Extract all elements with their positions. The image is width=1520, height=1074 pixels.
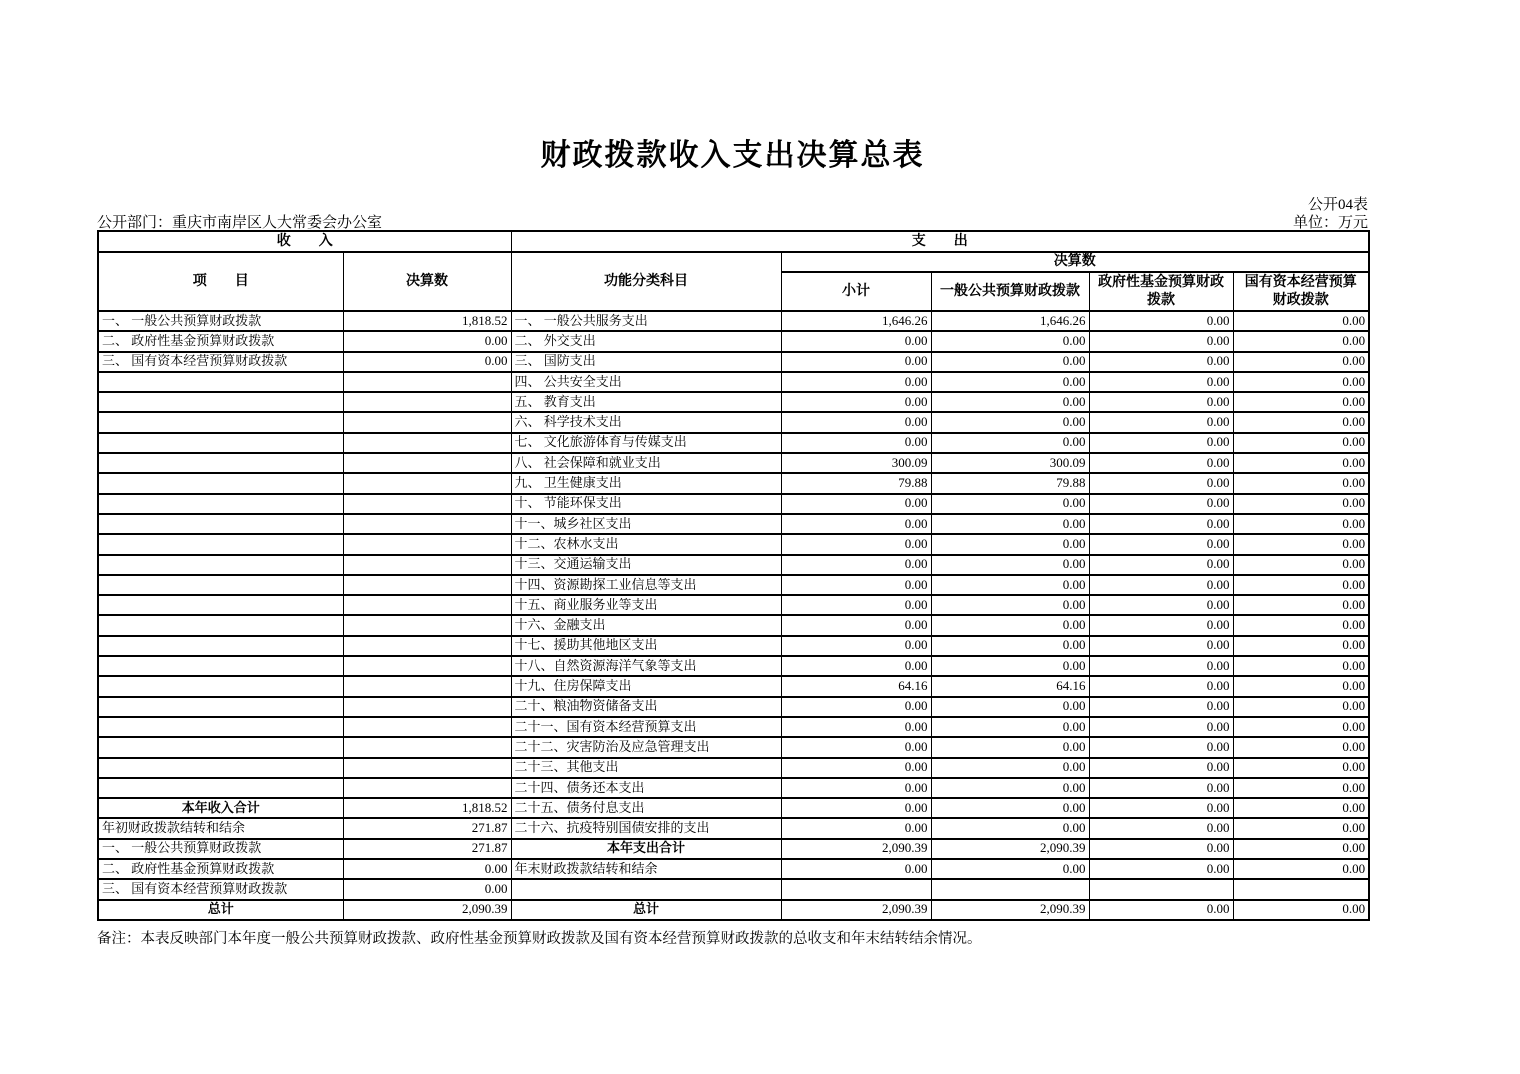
gov-fund-cell: 0.00 [1089, 818, 1233, 838]
state-capital-cell: 0.00 [1233, 311, 1369, 331]
state-capital-cell: 0.00 [1233, 392, 1369, 412]
expenditure-item-cell: 十四、资源勘探工业信息等支出 [511, 575, 781, 595]
subtotal-cell: 0.00 [781, 798, 931, 818]
summary-table [97, 230, 1370, 921]
income-item-cell [98, 778, 343, 798]
expenditure-item-cell: 本年支出合计 [511, 839, 781, 859]
income-item-cell [98, 555, 343, 575]
table-code: 公开04表 [1307, 197, 1368, 213]
table-row [98, 534, 1369, 554]
general-budget-cell: 0.00 [931, 514, 1089, 534]
general-budget-cell: 0.00 [931, 818, 1089, 838]
subtotal-cell: 0.00 [781, 818, 931, 838]
income-value-cell [343, 697, 511, 717]
income-item-cell: 一、 一般公共预算财政拨款 [98, 839, 343, 859]
subtotal-cell: 0.00 [781, 412, 931, 432]
state-capital-cell: 0.00 [1233, 900, 1369, 920]
general-budget-cell: 0.00 [931, 595, 1089, 615]
gov-fund-cell: 0.00 [1089, 352, 1233, 372]
table-row [98, 494, 1369, 514]
table-row [98, 615, 1369, 635]
income-item-cell [98, 433, 343, 453]
expenditure-item-cell: 年末财政拨款结转和结余 [511, 859, 781, 879]
subtotal-cell: 0.00 [781, 717, 931, 737]
general-budget-cell: 0.00 [931, 737, 1089, 757]
general-budget-cell: 1,646.26 [931, 311, 1089, 331]
income-item-cell [98, 453, 343, 473]
income-item-cell: 三、 国有资本经营预算财政拨款 [98, 879, 343, 899]
gov-fund-cell: 0.00 [1089, 615, 1233, 635]
income-value-cell [343, 534, 511, 554]
subtotal-cell: 0.00 [781, 494, 931, 514]
income-item-cell: 三、 国有资本经营预算财政拨款 [98, 352, 343, 372]
expenditure-item-cell: 十九、住房保障支出 [511, 676, 781, 696]
income-value-cell: 271.87 [343, 818, 511, 838]
table-row [98, 433, 1369, 453]
department-label: 公开部门：重庆市南岸区人大常委会办公室 [97, 215, 383, 231]
income-item-cell [98, 758, 343, 778]
income-value-cell: 1,818.52 [343, 311, 511, 331]
subtotal-cell: 0.00 [781, 615, 931, 635]
general-budget-cell: 0.00 [931, 555, 1089, 575]
gov-fund-cell: 0.00 [1089, 737, 1233, 757]
state-capital-cell: 0.00 [1233, 433, 1369, 453]
general-budget-cell: 0.00 [931, 636, 1089, 656]
state-capital-cell: 0.00 [1233, 372, 1369, 392]
table-row [98, 595, 1369, 615]
table-row [98, 859, 1369, 879]
subtotal-cell: 0.00 [781, 758, 931, 778]
state-capital-cell: 0.00 [1233, 514, 1369, 534]
income-item-cell: 二、 政府性基金预算财政拨款 [98, 859, 343, 879]
gov-fund-cell: 0.00 [1089, 473, 1233, 493]
income-value-cell [343, 717, 511, 737]
table-row [98, 575, 1369, 595]
table-row [98, 717, 1369, 737]
header-item: 项 目 [98, 252, 343, 311]
table-row [98, 331, 1369, 351]
general-budget-cell: 0.00 [931, 778, 1089, 798]
general-budget-cell: 0.00 [931, 331, 1089, 351]
gov-fund-cell: 0.00 [1089, 900, 1233, 920]
expenditure-item-cell: 二十一、国有资本经营预算支出 [511, 717, 781, 737]
gov-fund-cell: 0.00 [1089, 311, 1233, 331]
income-item-cell [98, 494, 343, 514]
income-item-cell [98, 392, 343, 412]
table-row [98, 758, 1369, 778]
income-item-cell [98, 412, 343, 432]
expenditure-item-cell: 十、 节能环保支出 [511, 494, 781, 514]
state-capital-cell: 0.00 [1233, 717, 1369, 737]
table-row [98, 900, 1369, 920]
state-capital-cell: 0.00 [1233, 737, 1369, 757]
expenditure-item-cell: 十一、城乡社区支出 [511, 514, 781, 534]
subtotal-cell: 0.00 [781, 433, 931, 453]
table-row [98, 372, 1369, 392]
subtotal-cell: 0.00 [781, 514, 931, 534]
header-expenditure-section: 支 出 [511, 231, 1369, 252]
income-item-cell [98, 595, 343, 615]
income-value-cell [343, 737, 511, 757]
subtotal-cell: 79.88 [781, 473, 931, 493]
income-value-cell: 0.00 [343, 352, 511, 372]
general-budget-cell: 0.00 [931, 615, 1089, 635]
subtotal-cell: 0.00 [781, 392, 931, 412]
table-row [98, 778, 1369, 798]
income-value-cell [343, 392, 511, 412]
income-item-cell: 二、 政府性基金预算财政拨款 [98, 331, 343, 351]
income-value-cell [343, 575, 511, 595]
header-general-budget: 一般公共预算财政拨款 [931, 272, 1089, 311]
state-capital-cell: 0.00 [1233, 473, 1369, 493]
subtotal-cell: 64.16 [781, 676, 931, 696]
expenditure-item-cell: 二十四、债务还本支出 [511, 778, 781, 798]
expenditure-item-cell: 总计 [511, 900, 781, 920]
subtotal-cell: 1,646.26 [781, 311, 931, 331]
gov-fund-cell: 0.00 [1089, 595, 1233, 615]
table-row [98, 453, 1369, 473]
general-budget-cell: 0.00 [931, 433, 1089, 453]
expenditure-item-cell: 十五、商业服务业等支出 [511, 595, 781, 615]
gov-fund-cell [1089, 879, 1233, 899]
income-value-cell: 2,090.39 [343, 900, 511, 920]
subtotal-cell: 0.00 [781, 656, 931, 676]
income-value-cell [343, 372, 511, 392]
income-item-cell [98, 636, 343, 656]
section-header-row [98, 231, 1369, 252]
income-value-cell [343, 514, 511, 534]
meta-line [97, 211, 1368, 232]
expenditure-item-cell [511, 879, 781, 899]
general-budget-cell: 0.00 [931, 798, 1089, 818]
state-capital-cell: 0.00 [1233, 331, 1369, 351]
income-item-cell [98, 575, 343, 595]
header-subtotal: 小计 [781, 272, 931, 311]
expenditure-item-cell: 三、 国防支出 [511, 352, 781, 372]
general-budget-cell: 0.00 [931, 859, 1089, 879]
state-capital-cell: 0.00 [1233, 798, 1369, 818]
income-item-cell: 本年收入合计 [98, 798, 343, 818]
table-row [98, 839, 1369, 859]
income-value-cell [343, 676, 511, 696]
header-gov-fund: 政府性基金预算财政拨款 [1089, 272, 1233, 311]
general-budget-cell: 0.00 [931, 575, 1089, 595]
income-value-cell: 0.00 [343, 331, 511, 351]
general-budget-cell: 0.00 [931, 534, 1089, 554]
income-item-cell [98, 737, 343, 757]
gov-fund-cell: 0.00 [1089, 778, 1233, 798]
table-row [98, 737, 1369, 757]
gov-fund-cell: 0.00 [1089, 372, 1233, 392]
table-row [98, 473, 1369, 493]
subtotal-cell: 0.00 [781, 737, 931, 757]
state-capital-cell: 0.00 [1233, 615, 1369, 635]
general-budget-cell: 300.09 [931, 453, 1089, 473]
header-func-subject: 功能分类科目 [511, 252, 781, 311]
state-capital-cell [1233, 879, 1369, 899]
table-row [98, 656, 1369, 676]
expenditure-item-cell: 二十、粮油物资储备支出 [511, 697, 781, 717]
expenditure-item-cell: 九、 卫生健康支出 [511, 473, 781, 493]
income-item-cell: 一、 一般公共预算财政拨款 [98, 311, 343, 331]
general-budget-cell: 79.88 [931, 473, 1089, 493]
general-budget-cell: 0.00 [931, 656, 1089, 676]
income-value-cell [343, 473, 511, 493]
gov-fund-cell: 0.00 [1089, 412, 1233, 432]
income-value-cell [343, 758, 511, 778]
income-value-cell [343, 615, 511, 635]
expenditure-item-cell: 十六、金融支出 [511, 615, 781, 635]
subtotal-cell: 0.00 [781, 778, 931, 798]
subtotal-cell: 0.00 [781, 595, 931, 615]
expenditure-item-cell: 六、 科学技术支出 [511, 412, 781, 432]
table-body [98, 311, 1369, 920]
subtotal-cell: 2,090.39 [781, 839, 931, 859]
state-capital-cell: 0.00 [1233, 595, 1369, 615]
state-capital-cell: 0.00 [1233, 839, 1369, 859]
income-value-cell [343, 778, 511, 798]
income-item-cell [98, 717, 343, 737]
expenditure-item-cell: 一、 一般公共服务支出 [511, 311, 781, 331]
income-value-cell [343, 433, 511, 453]
state-capital-cell: 0.00 [1233, 656, 1369, 676]
general-budget-cell: 0.00 [931, 717, 1089, 737]
income-item-cell [98, 514, 343, 534]
expenditure-item-cell: 七、 文化旅游体育与传媒支出 [511, 433, 781, 453]
table-row [98, 392, 1369, 412]
table-row [98, 412, 1369, 432]
gov-fund-cell: 0.00 [1089, 453, 1233, 473]
expenditure-item-cell: 四、 公共安全支出 [511, 372, 781, 392]
table-row [98, 676, 1369, 696]
table-row [98, 311, 1369, 331]
gov-fund-cell: 0.00 [1089, 656, 1233, 676]
gov-fund-cell: 0.00 [1089, 636, 1233, 656]
state-capital-cell: 0.00 [1233, 555, 1369, 575]
state-capital-cell: 0.00 [1233, 636, 1369, 656]
gov-fund-cell: 0.00 [1089, 433, 1233, 453]
state-capital-cell: 0.00 [1233, 352, 1369, 372]
income-item-cell [98, 473, 343, 493]
header-income-section: 收 入 [98, 231, 511, 252]
gov-fund-cell: 0.00 [1089, 331, 1233, 351]
general-budget-cell: 2,090.39 [931, 839, 1089, 859]
state-capital-cell: 0.00 [1233, 575, 1369, 595]
state-capital-cell: 0.00 [1233, 412, 1369, 432]
subtotal-cell: 0.00 [781, 555, 931, 575]
state-capital-cell: 0.00 [1233, 534, 1369, 554]
general-budget-cell: 64.16 [931, 676, 1089, 696]
page-title: 财政拨款收入支出决算总表 [540, 139, 925, 172]
table-row [98, 879, 1369, 899]
subtotal-cell: 0.00 [781, 697, 931, 717]
income-value-cell: 0.00 [343, 879, 511, 899]
expenditure-item-cell: 二十三、其他支出 [511, 758, 781, 778]
gov-fund-cell: 0.00 [1089, 839, 1233, 859]
gov-fund-cell: 0.00 [1089, 534, 1233, 554]
income-value-cell: 0.00 [343, 859, 511, 879]
subtotal-cell: 0.00 [781, 636, 931, 656]
header-exp-final: 决算数 [781, 252, 1369, 272]
expenditure-item-cell: 八、 社会保障和就业支出 [511, 453, 781, 473]
table-row [98, 555, 1369, 575]
gov-fund-cell: 0.00 [1089, 697, 1233, 717]
note-text: 备注：本表反映部门本年度一般公共预算财政拨款、政府性基金预算财政拨款及国有资本经营预算财政拨款的总收支和年末结转结余情况。 [97, 931, 982, 947]
gov-fund-cell: 0.00 [1089, 392, 1233, 412]
unit-label: 单位：万元 [1292, 215, 1368, 231]
general-budget-cell: 0.00 [931, 494, 1089, 514]
state-capital-cell: 0.00 [1233, 676, 1369, 696]
income-value-cell [343, 494, 511, 514]
expenditure-item-cell: 十八、自然资源海洋气象等支出 [511, 656, 781, 676]
income-value-cell [343, 453, 511, 473]
income-item-cell [98, 534, 343, 554]
expenditure-item-cell: 五、 教育支出 [511, 392, 781, 412]
income-item-cell [98, 697, 343, 717]
state-capital-cell: 0.00 [1233, 697, 1369, 717]
income-value-cell [343, 595, 511, 615]
gov-fund-cell: 0.00 [1089, 758, 1233, 778]
expenditure-item-cell: 十二、农林水支出 [511, 534, 781, 554]
income-value-cell: 1,818.52 [343, 798, 511, 818]
income-item-cell: 年初财政拨款结转和结余 [98, 818, 343, 838]
expenditure-item-cell: 二、 外交支出 [511, 331, 781, 351]
gov-fund-cell: 0.00 [1089, 575, 1233, 595]
gov-fund-cell: 0.00 [1089, 859, 1233, 879]
table-row [98, 514, 1369, 534]
income-item-cell [98, 656, 343, 676]
income-value-cell [343, 636, 511, 656]
expenditure-item-cell: 十三、交通运输支出 [511, 555, 781, 575]
expenditure-item-cell: 二十六、抗疫特别国债安排的支出 [511, 818, 781, 838]
state-capital-cell: 0.00 [1233, 818, 1369, 838]
general-budget-cell: 0.00 [931, 352, 1089, 372]
subtotal-cell: 2,090.39 [781, 900, 931, 920]
expenditure-item-cell: 十七、援助其他地区支出 [511, 636, 781, 656]
general-budget-cell [931, 879, 1089, 899]
income-value-cell [343, 412, 511, 432]
general-budget-cell: 0.00 [931, 372, 1089, 392]
table-row [98, 798, 1369, 818]
table-container [97, 230, 1370, 921]
gov-fund-cell: 0.00 [1089, 494, 1233, 514]
state-capital-cell: 0.00 [1233, 758, 1369, 778]
subtotal-cell: 0.00 [781, 534, 931, 554]
subtotal-cell: 0.00 [781, 575, 931, 595]
table-row [98, 636, 1369, 656]
income-value-cell [343, 656, 511, 676]
expenditure-item-cell: 二十五、债务付息支出 [511, 798, 781, 818]
subtotal-cell [781, 879, 931, 899]
subtotal-cell: 0.00 [781, 372, 931, 392]
income-item-cell [98, 615, 343, 635]
gov-fund-cell: 0.00 [1089, 676, 1233, 696]
state-capital-cell: 0.00 [1233, 778, 1369, 798]
income-value-cell: 271.87 [343, 839, 511, 859]
state-capital-cell: 0.00 [1233, 494, 1369, 514]
state-capital-cell: 0.00 [1233, 859, 1369, 879]
gov-fund-cell: 0.00 [1089, 717, 1233, 737]
gov-fund-cell: 0.00 [1089, 798, 1233, 818]
header-state-capital: 国有资本经营预算财政拨款 [1233, 272, 1369, 311]
general-budget-cell: 0.00 [931, 412, 1089, 432]
table-row [98, 352, 1369, 372]
general-budget-cell: 0.00 [931, 392, 1089, 412]
general-budget-cell: 0.00 [931, 697, 1089, 717]
income-item-cell [98, 676, 343, 696]
table-row [98, 697, 1369, 717]
subtotal-cell: 0.00 [781, 352, 931, 372]
column-header-row-1 [98, 252, 1369, 272]
gov-fund-cell: 0.00 [1089, 514, 1233, 534]
subtotal-cell: 0.00 [781, 331, 931, 351]
header-income-final: 决算数 [343, 252, 511, 311]
expenditure-item-cell: 二十二、灾害防治及应急管理支出 [511, 737, 781, 757]
income-value-cell [343, 555, 511, 575]
general-budget-cell: 2,090.39 [931, 900, 1089, 920]
subtotal-cell: 300.09 [781, 453, 931, 473]
subtotal-cell: 0.00 [781, 859, 931, 879]
income-item-cell: 总计 [98, 900, 343, 920]
general-budget-cell: 0.00 [931, 758, 1089, 778]
income-item-cell [98, 372, 343, 392]
table-row [98, 818, 1369, 838]
state-capital-cell: 0.00 [1233, 453, 1369, 473]
gov-fund-cell: 0.00 [1089, 555, 1233, 575]
table-head [98, 231, 1369, 311]
